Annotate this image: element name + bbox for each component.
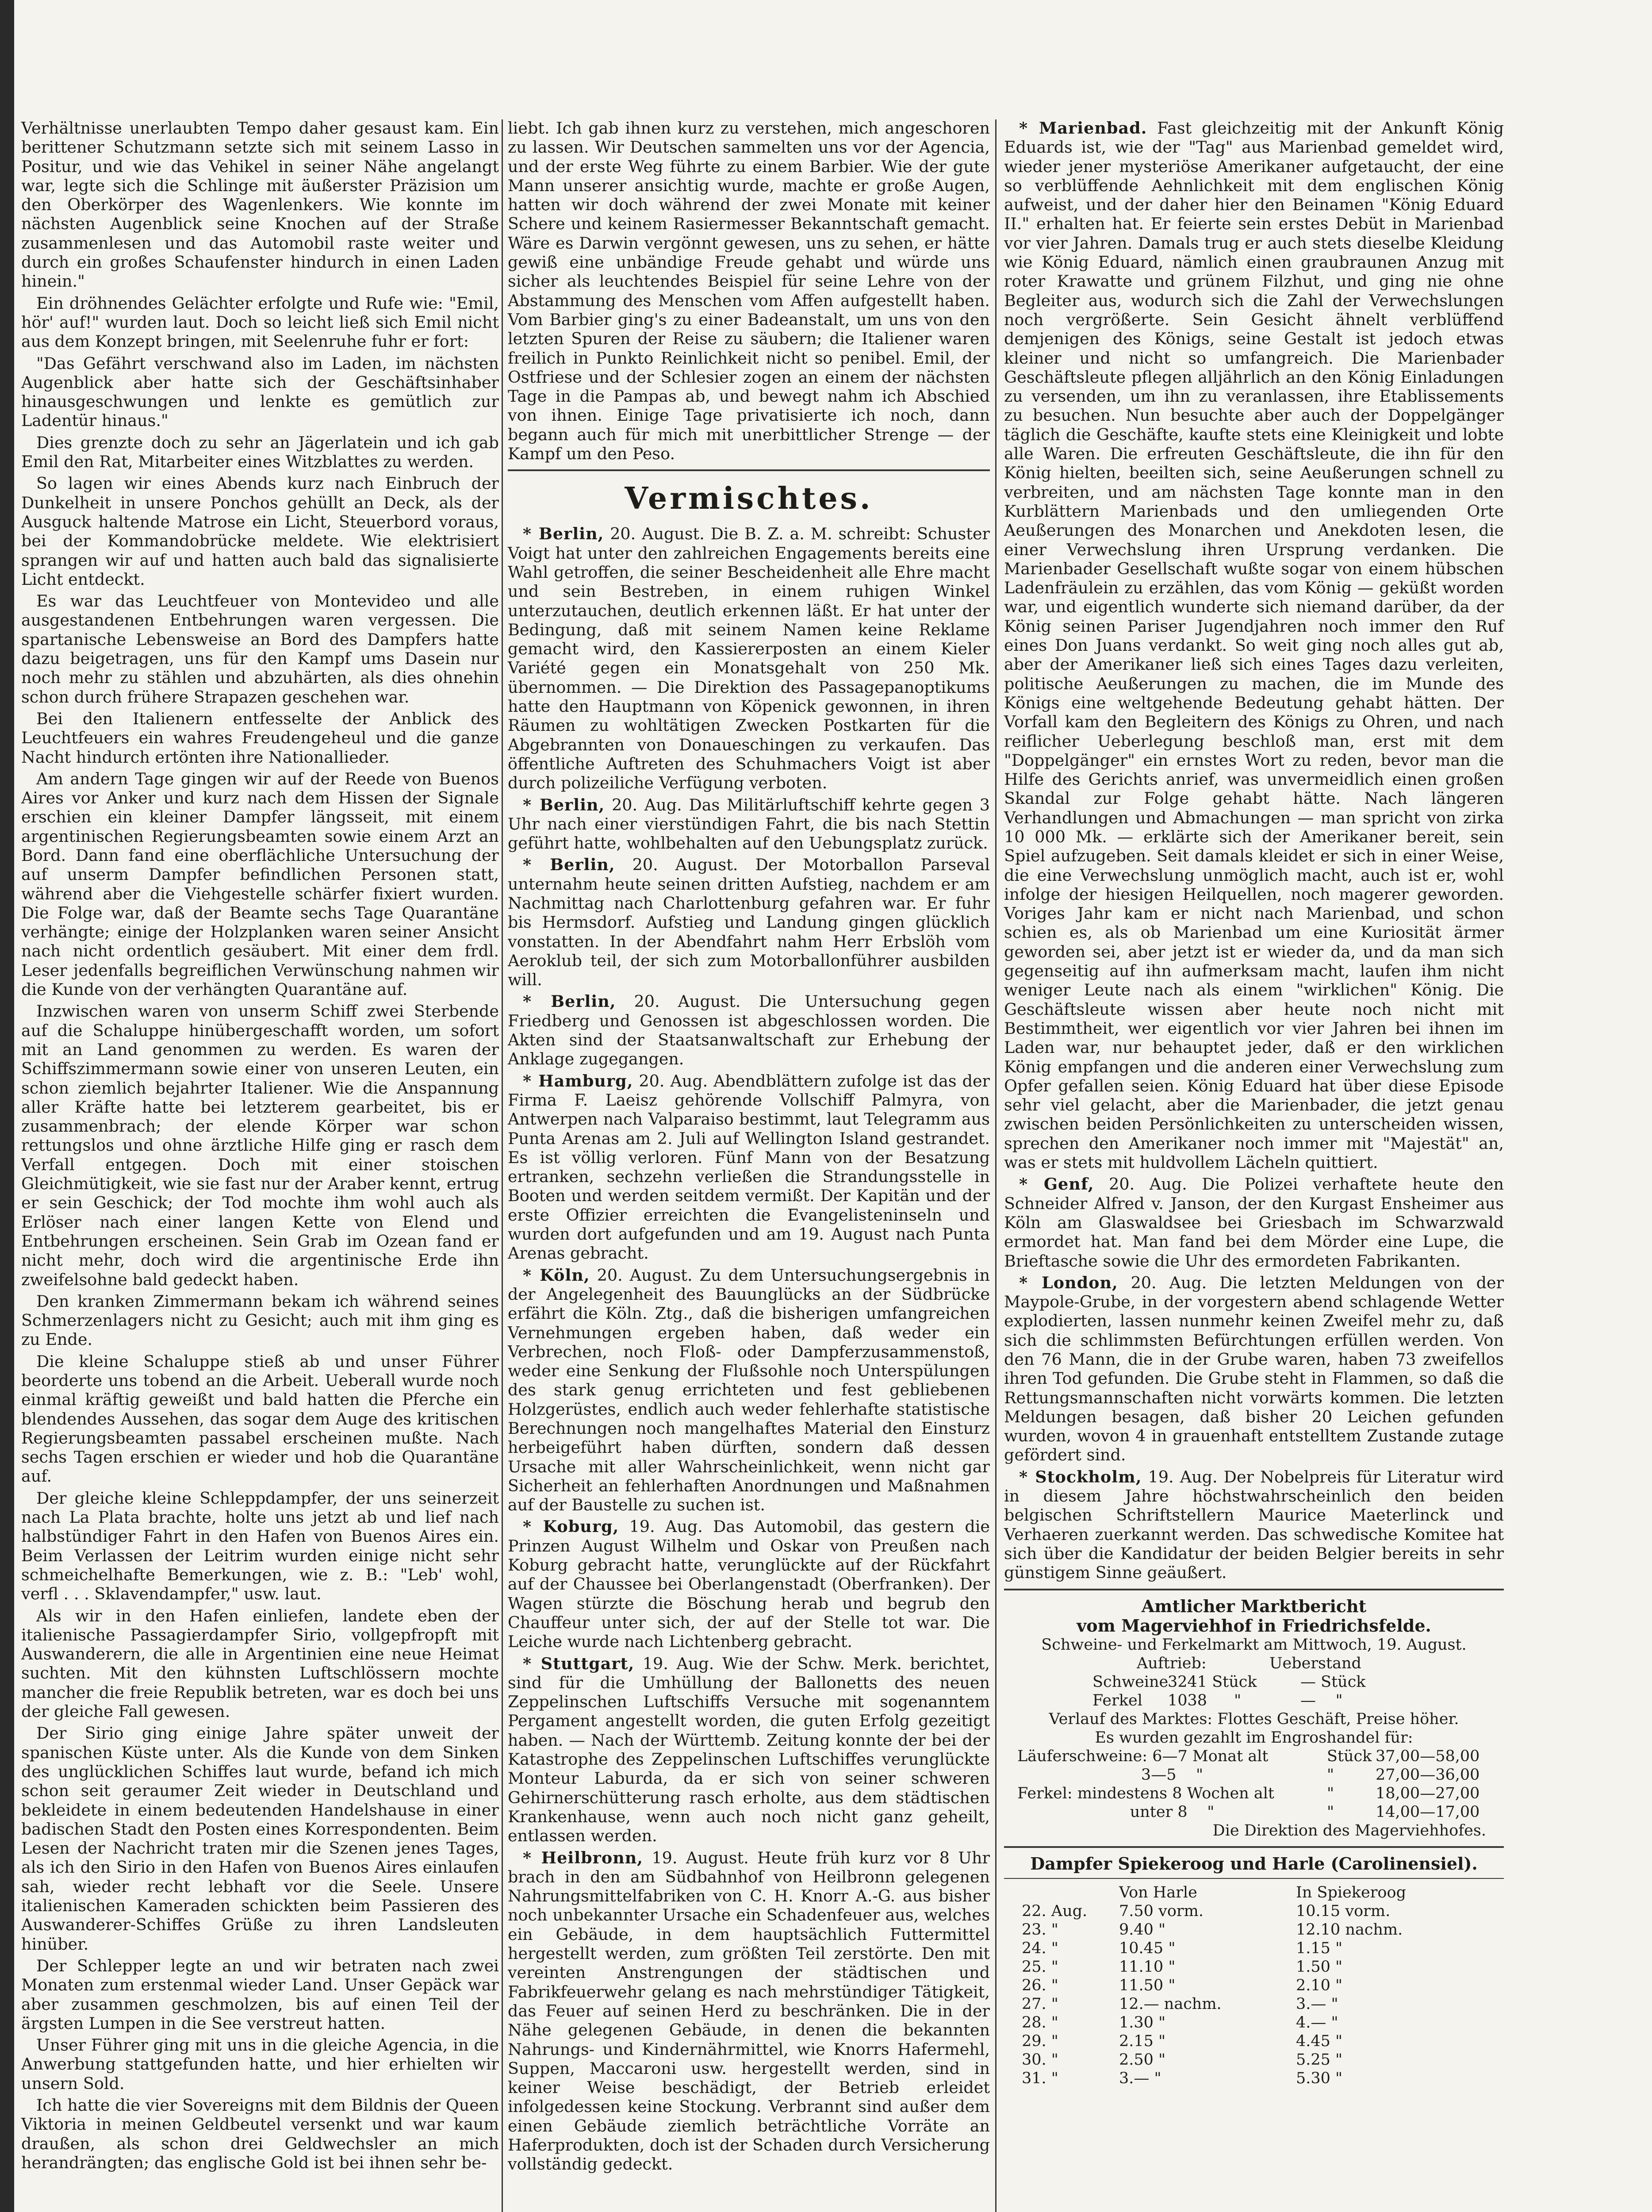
ferry-row — [1022, 2051, 1411, 2069]
news-item-place: * Heilbronn, — [523, 1848, 643, 1867]
row-mark: " — [1234, 1691, 1242, 1709]
ferry-dep: 7.50 vorm. — [1119, 1902, 1204, 1920]
news-item-place: * Berlin, — [523, 855, 615, 875]
ferry-arr: 1.50 " — [1296, 1958, 1343, 1976]
price-row — [1004, 1803, 1504, 1821]
paragraph: Ich hatte die vier Sovereigns mit dem Bildnis der Queen Viktoria in meinen Geldbeutel versenkt und war kaum draußen, als schon drei Geldwechsler an mich herandrängten; das englische Gold ist bei ihnen sehr be- — [21, 2095, 499, 2172]
row-count: 3241 Stück — [1168, 1673, 1257, 1691]
price-value: 37,00—58,00 — [1376, 1747, 1480, 1765]
price-row — [1004, 1766, 1504, 1784]
market-signature: Die Direktion des Magerviehhofes. — [1212, 1821, 1486, 1839]
ferry-dep: 1.30 " — [1119, 2013, 1166, 2032]
header-ueberstand: Ueberstand — [1269, 1654, 1361, 1672]
ferry-day: 31. " — [1022, 2069, 1058, 2087]
ferry-dep: 2.50 " — [1119, 2051, 1166, 2069]
column-3 — [1004, 119, 1504, 2088]
news-item — [508, 1517, 990, 1651]
price-row — [1004, 1747, 1504, 1766]
news-item — [1004, 1467, 1504, 1582]
market-row — [1004, 1691, 1504, 1710]
ferry-row — [1022, 1976, 1411, 1995]
ferry-dep: 3.— " — [1119, 2069, 1161, 2087]
market-date-line: Schweine- und Ferkelmarkt am Mittwoch, 19. August. — [1041, 1636, 1467, 1654]
ferry-row — [1022, 1902, 1411, 1920]
ferry-dep: 9.40 " — [1119, 1920, 1166, 1939]
ferry-dep: 11.50 " — [1119, 1976, 1176, 1994]
price-unit: " — [1327, 1803, 1334, 1821]
paragraph: liebt. Ich gab ihnen kurz zu verstehen, mich angeschoren zu lassen. Wir Deutschen sammelten uns vor der Agencia, und der erste Weg führte zu einem Barbier. Wie der gute Mann unserer ansichtig wurde, machte er große Augen, hatten wir doch während der zwei Monate mit keiner Schere und keinem Rasiermesser Bekanntschaft gemacht. Wäre es Darwin vergönnt gewesen, uns zu sehen, er hätte gewiß eine unbändige Freude gehabt und würde uns sicher als leuchtendes Beispiel für seine Lehre von der Abstammung des Menschen vom Affen aufgestellt haben. Vom Barbier ging's zu einer Badeanstalt, um uns von den letzten Spuren der Reise zu säubern; die Italiener waren freilich in Punkto Reinlichkeit nicht so penibel. Emil, der Ostfriese und der Schlesier zogen an einem der nächsten Tage in die Pampas ab, und bewegt nahm ich Abschied von ihnen. Einige Tage privatisierte ich noch, dann begann auch für mich mit unerbittlicher Strenge — der Kampf um den Peso. — [508, 119, 990, 464]
ferry-dep: 12.— nachm. — [1119, 1995, 1222, 2013]
news-item — [1004, 1273, 1504, 1465]
news-item-place: * Hamburg, — [523, 1071, 633, 1091]
news-item-place: * Stockholm, — [1019, 1467, 1142, 1486]
column-rule-2 — [995, 119, 997, 2212]
price-value: 14,00—17,00 — [1376, 1803, 1480, 1821]
news-item — [508, 795, 990, 853]
ferry-day: 25. " — [1022, 1958, 1058, 1976]
ferry-row — [1022, 1995, 1411, 2013]
price-unit: " — [1327, 1766, 1334, 1784]
price-label: 3—5 " — [1141, 1766, 1204, 1784]
section-divider — [1004, 1589, 1504, 1590]
paragraph: Der gleiche kleine Schleppdampfer, der uns seinerzeit nach La Plata brachte, holte uns jetzt ab und lief nach halbstündiger Fahrt in den Hafen von Buenos Aires ein. Beim Verlassen der Leitrim wurden einige nicht sehr schmeichelhafte Bemerkungen, wie z. B.: "Leb' wohl, verfl . . . Sklavendampfer," usw. laut. — [21, 1488, 499, 1604]
news-item-place: * Köln, — [523, 1265, 590, 1285]
news-item — [1004, 119, 1504, 1172]
ferry-day: 24. " — [1022, 1939, 1058, 1957]
paragraph: So lagen wir eines Abends kurz nach Einbruch der Dunkelheit in unsere Ponchos gehüllt an Deck, als der Ausguck haltende Matrose ein Licht, Steuerbord voraus, bei der Kommandobrücke meldete. Wie elektrisiert sprangen wir auf und hatten auch bald das signalisierte Licht entdeckt. — [21, 474, 499, 589]
news-item-text: 20. Aug. Abendblättern zufolge ist das der Firma F. Laeisz gehörende Vollschiff Palmyra, von Antwerpen nach Valparaiso bestimmt, laut Telegramm aus Punta Arenas am 2. Juli auf Wellington Island gestrandet. Es ist völlig verloren. Fünf Mann von der Besatzung ertranken, sechzehn verließen die Strandungsstelle in Booten und werden seitdem vermißt. Der Kapitän und der erste Offizier erreichten die Evangelisteninseln und wurden dort aufgefunden und am 19. August nach Punta Arenas gebracht. — [508, 1071, 990, 1263]
news-item-place: * Marienbad. — [1019, 119, 1147, 138]
ferry-dep: 11.10 " — [1119, 1958, 1176, 1976]
binding-gutter — [0, 0, 14, 2212]
ferry-arr: 4.— " — [1296, 2013, 1338, 2032]
ferry-day: 23. " — [1022, 1920, 1058, 1939]
news-item — [508, 1266, 990, 1515]
news-item-place: * London, — [1019, 1273, 1118, 1292]
paragraph: Unser Führer ging mit uns in die gleiche Agencia, in die Anwerbung stattgefunden hatte, und hier erhielten wir unsern Sold. — [21, 2035, 499, 2093]
ferry-day: 28. " — [1022, 2013, 1058, 2032]
row-label: Ferkel — [1092, 1691, 1142, 1709]
ferry-schedule — [1004, 1854, 1504, 2088]
ferry-row — [1022, 1920, 1411, 1939]
paragraph: Verhältnisse unerlaubten Tempo daher gesaust kam. Ein berittener Schutzmann setzte sich mit seinem Lasso in Positur, und wie das Vehikel in seiner Nähe angelangt war, legte sich die Schlinge mit äußerster Präzision um den Oberkörper des Wagenlenkers. Wie konnte im nächsten Augenblick seine Knochen auf der Straße zusammenlesen und das Automobil raste weiter und durch ein großes Schaufenster hindurch in einen Laden hinein." — [21, 119, 499, 291]
header-auftrieb: Auftrieb: — [1137, 1654, 1207, 1672]
news-item-place: * Berlin, — [523, 524, 604, 544]
price-row — [1004, 1784, 1504, 1803]
paragraph: Dies grenzte doch zu sehr an Jägerlatein und ich gab Emil den Rat, Mitarbeiter eines Witzblattes zu werden. — [21, 433, 499, 472]
news-item — [508, 1848, 990, 2174]
ferry-dep: 2.15 " — [1119, 2032, 1166, 2050]
news-item-text: 20. August. Die Untersuchung gegen Friedberg und Genossen ist abgeschlossen worden. Die Akten sind der Staatsanwaltschaft zur Erhebung der Anklage zugegangen. — [508, 992, 990, 1069]
ferry-table — [1022, 1883, 1411, 2088]
ferry-arr: 5.30 " — [1296, 2069, 1343, 2087]
market-report — [1004, 1597, 1504, 1840]
news-items — [508, 524, 990, 2174]
ferry-dep: 10.45 " — [1119, 1939, 1176, 1957]
paragraph: Der Sirio ging einige Jahre später unweit der spanischen Küste unter. Als die Kunde von dem Sinken des unglücklichen Schiffes laut wurde, befand ich mich schon seit geraumer Zeit wieder in Deutschland und bekleidete in einem bedeutenden Handelshause in einer badischen Stadt den Posten eines Korrespondenten. Beim Lesen der Nachricht traten mir die Szenen jenes Tages, als ich den Sirio in den Hafen von Buenos Aires einlaufen sah, wieder recht lebhaft vor die Seele. Unsere italienischen Kameraden schickten beim Passieren des Auswanderer-Schiffes Grüße zu ihren Landsleuten hinüber. — [21, 1724, 499, 1954]
ferry-row — [1022, 2013, 1411, 2032]
paragraph: Den kranken Zimmermann bekam ich während seines Schmerzenlagers nicht zu Gesicht; auch mit ihm ging es zu Ende. — [21, 1291, 499, 1349]
market-es-wurden: Es wurden gezahlt im Engroshandel für: — [1095, 1728, 1413, 1747]
market-title: Amtlicher Marktbericht — [1141, 1596, 1367, 1616]
market-row — [1004, 1673, 1504, 1691]
news-item-text: 20. August. Die B. Z. a. M. schreibt: Schuster Voigt hat unter den zahlreichen Engagements bereits eine Wahl getroffen, die seiner Bescheidenheit alle Ehre macht und sein Bestreben, in einem ruhigen Winkel unterzutauchen, deutlich erkennen läßt. Er hat unter der Bedingung, daß mit seinem Namen keine Reklame gemacht wird, den Kassiererposten an einem Kieler Variété gegen ein Monatsgehalt von 250 Mk. übernommen. — Die Direktion des Passagepanoptikums hatte den Hauptmann von Köpenick gewonnen, in ihren Räumen zu wohltätigen Zwecken Postkarten für die Abgebrannten von Donaueschingen zu verkaufen. Das öffentliche Auftreten des Schuhmachers Voigt ist aber durch polizeiliche Verfügung verboten. — [508, 524, 990, 793]
ferry-rows — [1022, 1902, 1411, 2088]
paragraph: Bei den Italienern entfesselte der Anblick des Leuchtfeuers ein wahres Freudengeheul und die ganze Nacht hindurch ertönten ihre Nationallieder. — [21, 709, 499, 767]
news-item-place: * Berlin, — [523, 795, 605, 814]
ferry-day: 29. " — [1022, 2032, 1058, 2050]
news-item — [508, 524, 990, 792]
section-divider — [508, 469, 990, 471]
news-item-place: * Koburg, — [523, 1517, 619, 1536]
paragraph: Als wir in den Hafen einliefen, landete eben der italienische Passagierdampfer Sirio, vollgepfropft mit Auswanderern, die alle in Argentinien eine neue Heimat suchten. Mit den kühnsten Luftschlössern mochte mancher die freie Republik betreten, war es doch bei uns der gleiche Fall gewesen. — [21, 1606, 499, 1721]
market-subtitle: vom Magerviehhof in Friedrichsfelde. — [1077, 1615, 1431, 1636]
column-2 — [508, 119, 990, 2177]
ferry-header-to: In Spiekeroog — [1296, 1883, 1406, 1901]
news-item — [508, 1071, 990, 1263]
news-item-text: 20. Aug. Die letzten Meldungen von der Maypole-Grube, in der vorgestern abend schlagende Wetter explodierten, lassen nunmehr keinen Zweifel mehr zu, daß sich die schlimmsten Befürchtungen erfüllen werden. Von den 76 Mann, die in der Grube waren, haben 73 zweifellos ihren Tod gefunden. Die Grube steht in Flammen, so daß die Rettungsmannschaften nicht vorwärts kommen. Die letzten Meldungen besagen, daß bisher 20 Leichen gefunden wurden, wovon 4 in grauenhaft entstelltem Zustande zutage gefördert sind. — [1004, 1273, 1504, 1465]
news-item — [508, 992, 990, 1068]
news-item-text: 19. Aug. Der Nobelpreis für Literatur wird in diesem Jahre höchstwahrscheinlich den beiden belgischen Schriftstellern Maurice Maeterlinck und Verhaeren zuerkannt werden. Das schwedische Komitee hat sich über die Kandidatur der beiden Belgier bereits in sehr günstigem Sinne geäußert. — [1004, 1467, 1504, 1582]
news-item-text: 19. August. Heute früh kurz vor 8 Uhr brach in den am Südbahnhof von Heilbronn gelegenen Nahrungsmittelfabriken von C. H. Knorr A.-G. aus bisher noch unbekannter Ursache ein Schadenfeuer aus, welches ein Gebäude, in dem hauptsächlich Futtermittel hergestellt werden, zum größten Teil zerstörte. Den mit vereinten Anstrengungen der städtischen und Fabrikfeuerwehr gelang es nach mehrstündiger Tätigkeit, das Feuer auf seinen Herd zu beschränken. Die in der Nähe gelegenen Gebäude, in denen die bekannten Nahrungs- und Kindernährmittel, wie Knorrs Hafermehl, Suppen, Maccaroni usw. hergestellt werden, sind in keiner Weise beschädigt, der Betrieb erleidet infolgedessen keine Stockung. Verbrannt sind außer dem einen Gebäude ziemlich beträchtliche Vorräte an Haferprodukten, doch ist der Schaden durch Versicherung vollständig gedeckt. — [508, 1848, 990, 2174]
ferry-day: 26. " — [1022, 1976, 1058, 1994]
news-item-text: 20. August. Der Motorballon Parseval unternahm heute seinen dritten Aufstieg, nachdem er am Nachmittag nach Charlottenburg gefahren war. Er fuhr bis Hermsdorf. Aufstieg und Landung gingen glücklich vonstatten. In der Abendfahrt nahm Herr Erbslöh vom Aeroklub teil, der sich zum Motorballonführer ausbilden will. — [508, 855, 990, 990]
news-item-text: 19. Aug. Wie der Schw. Merk. berichtet, sind für die Umhüllung der Ballonetts des neuen Zeppelinschen Luftschiffs Versuche mit sogenanntem Pergament angestellt worden, die guten Erfolg gezeitigt haben. — Nach der Württemb. Zeitung konnte der bei der Katastrophe des Zeppelinschen Luftschiffes verunglückte Monteur Laburda, da er sich von seiner schweren Gehirnerschütterung rasch erholte, aus dem städtischen Krankenhause, wenn auch noch nicht ganz geheilt, entlassen werden. — [508, 1654, 990, 1846]
paragraph: Die kleine Schaluppe stieß ab und unser Führer beorderte uns tobend an die Arbeit. Ueberall wurde noch einmal kräftig geweißt und bald hatten die Pferche ein blendendes Aussehen, das sogar dem Auge des kritischen Regierungsbeamten passabel erscheinen mußte. Nach sechs Tagen erschien er wieder und hob die Quarantäne auf. — [21, 1352, 499, 1486]
ferry-title: Dampfer Spiekeroog und Harle (Carolinensiel). — [1030, 1853, 1478, 1874]
news-item-place: * Berlin, — [523, 992, 616, 1011]
ferry-day: 27. " — [1022, 1995, 1058, 2013]
paragraph: Am andern Tage gingen wir auf der Reede von Buenos Aires vor Anker und kurz nach dem Hissen der Signale erschien ein kleiner Dampfer längsseit, mit einem argentinischen Regierungsbeamten sowie einem Arzt an Bord. Dann fand eine oberflächliche Untersuchung der auf unserm Dampfer befindlichen Personen statt, während aber die Viehgestelle schärfer fixiert wurden. Die Folge war, daß der Beamte sechs Tage Quarantäne verhängte; einige der Holzplanken waren seiner Ansicht nach nicht ordentlich gesäubert. Mit einer dem frdl. Leser jedenfalls begreiflichen Verwünschung nahmen wir die Kunde von der verhängten Quarantäne auf. — [21, 769, 499, 999]
ferry-arr: 4.45 " — [1296, 2032, 1343, 2050]
paragraph: "Das Gefährt verschwand also im Laden, im nächsten Augenblick aber hatte sich der Geschäftsinhaber hinausgeschwungen und lenkte es gemütlich zur Ladentür hinaus." — [21, 353, 499, 430]
ferry-title-rule — [1004, 1878, 1504, 1879]
price-label: Läuferschweine: 6—7 Monat alt — [1017, 1747, 1269, 1765]
section-divider — [1004, 1846, 1504, 1848]
market-header-row — [1004, 1654, 1504, 1673]
price-unit: Stück — [1327, 1747, 1372, 1765]
price-unit: " — [1327, 1784, 1334, 1802]
news-item-text: 20. August. Zu dem Untersuchungsergebnis in der Angelegenheit des Bauunglücks an der Südbrücke erfährt die Köln. Ztg., daß die bisherigen umfangreichen Vernehmungen ergeben haben, daß weder ein Verbrechen, noch Floß- oder Dampferzusammenstoß, weder eine Senkung der Flußsohle noch Unterspülungen des stark genug errichteten und fest gebliebenen Holzgerüstes, endlich auch weder fehlerhafte statistische Berechnungen noch mangelhaftes Material den Einsturz herbeigeführt haben dürften, sondern daß dessen Ursache mit aller Wahrscheinlichkeit, wenn nicht gar Sicherheit an fehlerhaften Anordnungen und Maßnahmen auf der Baustelle zu suchen ist. — [508, 1265, 990, 1515]
ferry-arr: 12.10 nachm. — [1296, 1920, 1403, 1939]
news-items — [1004, 119, 1504, 1582]
news-item-text: 19. Aug. Das Automobil, das gestern die Prinzen August Wilhelm und Oskar von Preußen nach Koburg gebracht hatte, verunglückte auf der Rückfahrt auf der Chaussee bei Oberlangenstadt (Oberfranken). Der Wagen stürzte die Böschung herab und begrub den Chauffeur unter sich, der auf der Stelle tot war. Die Leiche wurde nach Lichtenberg gebracht. — [508, 1517, 990, 1651]
column-rule-1 — [502, 119, 503, 2212]
ferry-arr: 1.15 " — [1296, 1939, 1343, 1957]
price-label: Ferkel: mindestens 8 Wochen alt — [1017, 1784, 1274, 1802]
news-item-text: 20. Aug. Das Militärluftschiff kehrte gegen 3 Uhr nach einer vierstündigen Fahrt, die bis nach Stettin geführt hatte, wohlbehalten auf den Uebungsplatz zurück. — [508, 795, 990, 853]
news-item-text: 20. Aug. Die Polizei verhaftete heute den Schneider Alfred v. Janson, der den Kurgast Ensheimer aus Köln am Glaswaldsee bei Griesbach im Schwarzwald ermordet hat. Man fand bei dem Mörder eine Lupe, die Brieftasche sowie die Uhr des ermordeten Fabrikanten. — [1004, 1175, 1504, 1271]
news-item-place: * Stuttgart, — [523, 1654, 635, 1673]
ferry-row — [1022, 1939, 1411, 1958]
ferry-arr: 2.10 " — [1296, 1976, 1343, 1994]
news-item-text: Fast gleichzeitig mit der Ankunft König Eduards ist, wie der "Tag" aus Marienbad gemeldet wird, wieder jener mysteriöse Amerikaner aufgetaucht, der eine so verblüffende Aehnlichkeit mit dem englischen König aufweist, und der daher hier den Beinamen "König Eduard II." erhalten hat. Er feierte sein erstes Debüt in Marienbad vor vier Jahren. Damals trug er auch stets dieselbe Kleidung wie König Eduard, nämlich einen graubraunen Anzug mit roter Krawatte und grünem Filzhut, und ging nie ohne Begleiter aus, wodurch sich die Zahl der Verwechslungen noch vergrößerte. Sein Gesicht ähnelt verblüffend demjenigen des Königs, seine Gestalt ist jedoch etwas kleiner und nicht so umfangreich. Die Marienbader Geschäftsleute pflegen alljährlich an den König Einladungen zu versenden, um ihn zu veranlassen, ihre Etablissements zu besuchen. Nun besuchte aber auch der Doppelgänger täglich die Geschäfte, kaufte stets eine Kleinigkeit und lobte alle Waren. Die erfreuten Geschäftsleute, die ihn für den König hielten, beeilten sich, seine Aeußerungen schnell zu verbreiten, und am nächsten Tage konnte man in den Kurblättern Marienbads und den umliegenden Orte Aeußerungen des Monarchen und Anekdoten lesen, die einer Verwechslung ihren Ursprung verdanken. Die Marienbader Gesellschaft wußte sogar von einem hübschen Ladenfräulein zu erzählen, das vom König — geküßt worden war, und eigentlich wunderte sich niemand darüber, da der König seinen Pariser Jugendjahren noch immer den Ruf eines Don Juans verdankt. So weit ging noch alles gut ab, aber der Amerikaner ließ sich eines Tages dazu verleiten, politische Aeußerungen zu machen, die im Munde des Königs eine weltgehende Bedeutung gehabt hätten. Der Vorfall kam den Begleitern des Königs zu Ohren, und nach reiflicher Ueberlegung beschloß man, erst mit dem "Doppelgänger" ein ernstes Wort zu reden, bevor man die Hilfe des Gerichts anrief, was unvermeidlich einen großen Skandal zur Folge gehabt hätte. Nach längeren Verhandlungen und Abmachungen — man spricht von zirka 10 000 Mk. — erklärte sich der Amerikaner bereit, sein Spiel aufzugeben. Seit damals kleidet er sich in einer Weise, die eine Verwechslung unmöglich macht, auch ist er, wohl infolge der hiesigen Heilquellen, noch magerer geworden. Voriges Jahr kam er nicht nach Marienbad, und schon schien es, als ob Marienbad um eine Kuriosität ärmer geworden sei, aber jetzt ist er wieder da, und da man sich gegenseitig auf ihn aufmerksam macht, laufen ihm nicht weniger Leute nach als einem "wirklichen" König. Die Geschäftsleute wissen aber heute noch nicht mit Bestimmtheit, wer eigentlich vor vier Jahren bei ihnen im Laden war, nur behauptet jeder, daß er den wirklichen König empfangen und die anderen einer Verwechslung zum Opfer gefallen seien. König Eduard hat über diese Episode sehr viel gelacht, aber die Marienbader, die jetzt genau zwischen beiden Persönlichkeiten zu unterscheiden wissen, sprechen den Amerikaner noch immer mit "Majestät" an, was er stets mit huldvollem Lächeln quittiert. — [1004, 119, 1504, 1172]
section-title: Vermischtes. — [625, 481, 873, 517]
market-verlauf: Verlauf des Marktes: Flottes Geschäft, Preise höher. — [1049, 1710, 1459, 1728]
ferry-day: 22. Aug. — [1022, 1902, 1088, 1920]
paragraph: Der Schlepper legte an und wir betraten nach zwei Monaten zum erstenmal wieder Land. Unser Gepäck war aber zusammen geschmolzen, bis auf einen Teil der ärgsten Lumpen in die See verstreut hatten. — [21, 1956, 499, 2033]
ferry-arr: 3.— " — [1296, 1995, 1338, 2013]
news-item — [508, 855, 990, 989]
ferry-header-from: Von Harle — [1119, 1883, 1197, 1901]
row-over: — Stück — [1300, 1673, 1366, 1691]
price-label: unter 8 " — [1130, 1803, 1215, 1821]
price-value: 27,00—36,00 — [1376, 1766, 1480, 1784]
paragraph: Es war das Leuchtfeuer von Montevideo und alle ausgestandenen Entbehrungen waren vergessen. Die spartanische Lebensweise an Bord des Dampfers hatte dazu beigetragen, uns für den Kampf ums Dasein nur noch mehr zu stählen und abzuhärten, als dies ohnehin schon durch frühere Strapazen geschehen war. — [21, 591, 499, 707]
ferry-arr: 10.15 vorm. — [1296, 1902, 1391, 1920]
row-label: Schweine — [1092, 1673, 1169, 1691]
news-item — [508, 1654, 990, 1846]
row-over: — " — [1300, 1691, 1343, 1709]
ferry-header-day — [1022, 1883, 1119, 1902]
row-count: 1038 — [1168, 1691, 1207, 1709]
ferry-header-row — [1022, 1883, 1411, 1902]
ferry-arr: 5.25 " — [1296, 2051, 1343, 2069]
news-item — [1004, 1175, 1504, 1270]
ferry-row — [1022, 2032, 1411, 2051]
price-value: 18,00—27,00 — [1376, 1784, 1480, 1802]
ferry-row — [1022, 2069, 1411, 2088]
news-item-place: * Genf, — [1019, 1175, 1094, 1194]
ferry-row — [1022, 1958, 1411, 1976]
column-1 — [21, 119, 499, 2175]
paragraph: Inzwischen waren von unserm Schiff zwei Sterbende auf die Schaluppe hinübergeschafft worden, um sofort mit an Land genommen zu werden. Es waren der Schiffszimmermann sowie einer von unseren Leuten, ein schon ziemlich bejahrter Italiener. Wie die Anspannung aller Kräfte hatte bei letzterem gearbeitet, bis er zusammenbrach; der elende Körper war schon rettungslos und ohne ärztliche Hilfe ging er rasch dem Verfall entgegen. Doch mit einer stoischen Gleichmütigkeit, wie sie fast nur der Araber kennt, ertrug er sein Geschick; der Tod mochte ihm wohl auch als Erlöser nach einer langen Kette von Elend und Entbehrungen erscheinen. Sein Grab im Ozean fand er nicht mehr, doch wird die argentinische Erde ihn zweifelsohne bald gedeckt haben. — [21, 1002, 499, 1289]
ferry-day: 30. " — [1022, 2051, 1058, 2069]
paragraph: Ein dröhnendes Gelächter erfolgte und Rufe wie: "Emil, hör' auf!" wurden laut. Doch so leicht ließ sich Emil nicht aus dem Konzept bringen, mit Seelenruhe fuhr er fort: — [21, 293, 499, 351]
